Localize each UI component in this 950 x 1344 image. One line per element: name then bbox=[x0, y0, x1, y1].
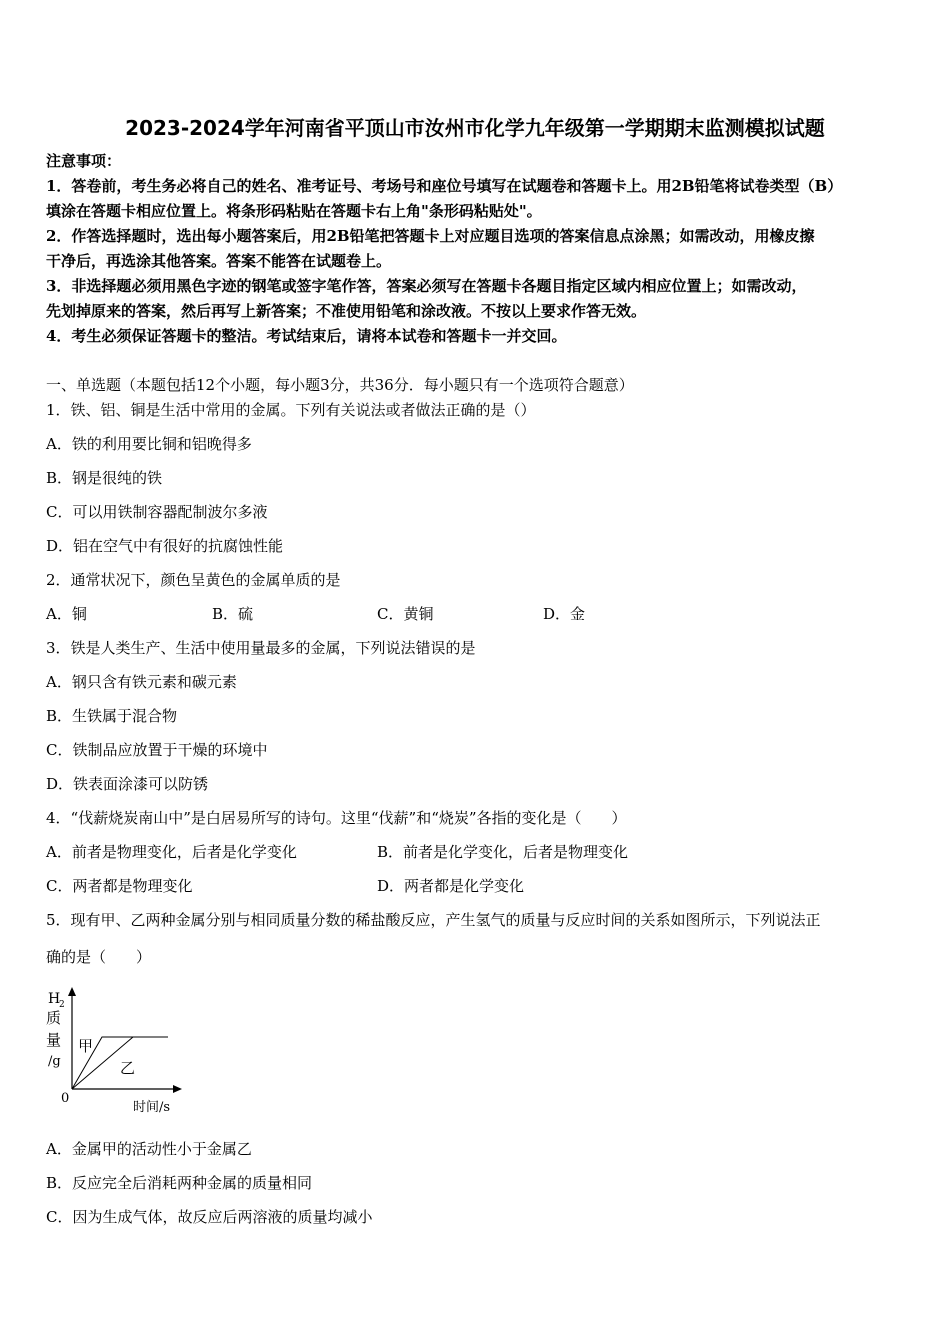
question-3-option-c: C．铁制品应放置于干燥的环境中 bbox=[46, 741, 268, 759]
question-5-stem: 5．现有甲、乙两种金属分别与相同质量分数的稀盐酸反应，产生氢气的质量与反应时间的关系如图所示，下列说法正 bbox=[46, 911, 821, 929]
notice-line: 先划掉原来的答案，然后再写上新答案；不准使用铅笔和涂改液。不按以上要求作答无效。 bbox=[46, 302, 647, 320]
question-1-option-a: A．铁的利用要比铜和铝晚得多 bbox=[46, 435, 252, 453]
graph-y-label-liang: 量 bbox=[46, 1031, 62, 1049]
question-3-option-d: D．铁表面涂漆可以防锈 bbox=[46, 775, 209, 793]
question-3-option-a: A．钢只含有铁元素和碳元素 bbox=[46, 673, 237, 691]
graph-x-label: 时间/s bbox=[133, 1100, 171, 1115]
question-1-option-b: B．钢是很纯的铁 bbox=[46, 469, 163, 487]
hydrogen-mass-time-graph bbox=[40, 985, 190, 1115]
notice-line: 干净后，再选涂其他答案。答案不能答在试题卷上。 bbox=[46, 252, 392, 270]
graph-y-label-unit: /g bbox=[48, 1054, 61, 1069]
notice-line: 4．考生必须保证答题卡的整洁。考试结束后，请将本试卷和答题卡一并交回。 bbox=[46, 327, 567, 345]
graph-origin-label: 0 bbox=[61, 1091, 70, 1106]
question-5-option-a: A．金属甲的活动性小于金属乙 bbox=[46, 1140, 252, 1158]
notice-heading: 注意事项： bbox=[46, 152, 122, 170]
question-3-stem: 3．铁是人类生产、生活中使用量最多的金属，下列说法错误的是 bbox=[46, 639, 476, 657]
question-5-option-b: B．反应完全后消耗两种金属的质量相同 bbox=[46, 1174, 313, 1192]
graph-y-label-zhi: 质 bbox=[46, 1009, 62, 1027]
question-4-stem: 4．“伐薪烧炭南山中”是白居易所写的诗句。这里“伐薪”和“烧炭”各指的变化是（ ） bbox=[46, 809, 627, 827]
page-title: 2023-2024学年河南省平顶山市汝州市化学九年级第一学期期末监测模拟试题 bbox=[125, 116, 825, 140]
graph-y-label-h: H bbox=[48, 991, 61, 1007]
question-2-option-a: A．铜 bbox=[46, 605, 87, 623]
question-2-option-b: B．硫 bbox=[212, 605, 254, 623]
notice-line: 2．作答选择题时，选出每小题答案后，用2B铅笔把答题卡上对应题目选项的答案信息点涂黑；如需改动，用橡皮擦 bbox=[46, 227, 815, 245]
notice-line: 3．非选择题必须用黑色字迹的钢笔或签字笔作答，答案必须写在答题卡各题目指定区域内相应位置上；如需改动， bbox=[46, 277, 807, 295]
question-5-option-c: C．因为生成气体，故反应后两溶液的质量均减小 bbox=[46, 1208, 373, 1226]
graph-x-arrow bbox=[173, 1085, 182, 1093]
question-3-option-b: B．生铁属于混合物 bbox=[46, 707, 178, 725]
question-2-stem: 2．通常状况下，颜色呈黄色的金属单质的是 bbox=[46, 571, 341, 589]
graph-y-label-sub: 2 bbox=[59, 1000, 65, 1010]
question-2-option-c: C．黄铜 bbox=[377, 605, 434, 623]
section-heading: 一、单选题（本题包括12个小题，每小题3分，共36分．每小题只有一个选项符合题意） bbox=[46, 376, 634, 394]
question-4-option-c: C．两者都是物理变化 bbox=[46, 877, 193, 895]
notice-line: 填涂在答题卡相应位置上。将条形码粘贴在答题卡右上角"条形码粘贴处"。 bbox=[46, 202, 542, 220]
graph-y-arrow bbox=[68, 987, 76, 996]
question-4-option-b: B．前者是化学变化，后者是物理变化 bbox=[377, 843, 629, 861]
graph-label-jia: 甲 bbox=[78, 1037, 94, 1055]
question-4-option-d: D．两者都是化学变化 bbox=[377, 877, 525, 895]
question-1-option-d: D．铝在空气中有很好的抗腐蚀性能 bbox=[46, 537, 284, 555]
question-5-stem-cont: 确的是（ ） bbox=[46, 948, 152, 966]
question-1-option-c: C．可以用铁制容器配制波尔多液 bbox=[46, 503, 268, 521]
graph-label-yi: 乙 bbox=[120, 1059, 136, 1077]
question-2-option-d: D．金 bbox=[543, 605, 586, 623]
question-4-option-a: A．前者是物理变化，后者是化学变化 bbox=[46, 843, 297, 861]
notice-line: 1．答卷前，考生务必将自己的姓名、准考证号、考场号和座位号填写在试题卷和答题卡上。用2B铅笔将试卷类型（B） bbox=[46, 177, 843, 195]
question-1-stem: 1．铁、铝、铜是生活中常用的金属。下列有关说法或者做法正确的是（） bbox=[46, 401, 536, 419]
